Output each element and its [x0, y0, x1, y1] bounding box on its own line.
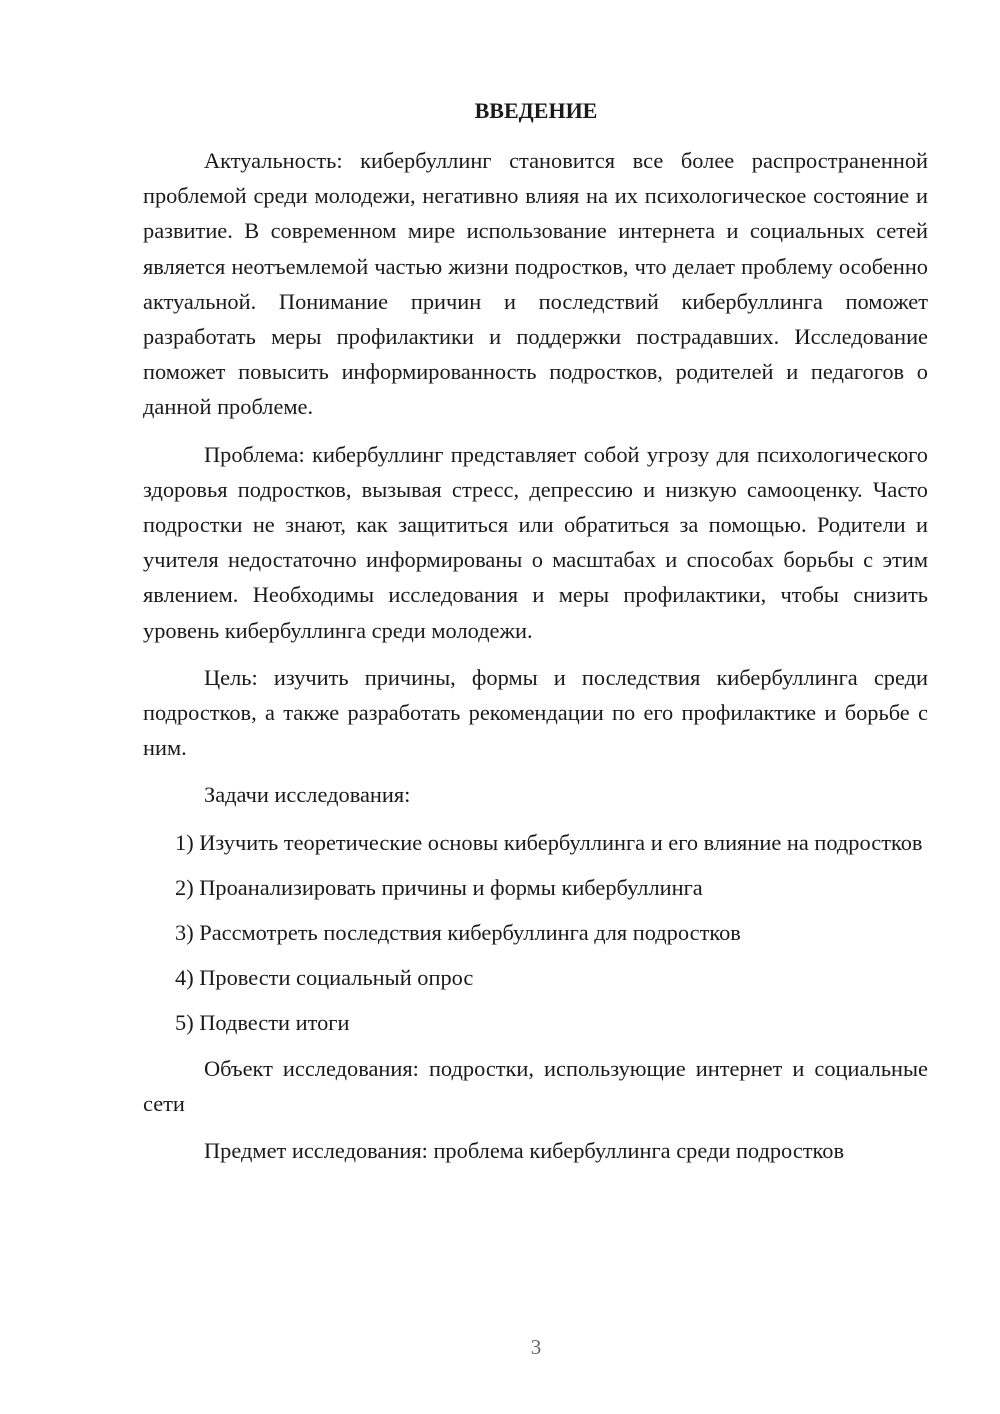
task-item: 3) Рассмотреть последствия кибербуллинга для подростков — [175, 920, 741, 946]
task-item: 2) Проанализировать причины и формы кибербуллинга — [175, 874, 703, 900]
task-item: 1) Изучить теоретические основы кибербуллинга и его влияние на подростков — [175, 829, 923, 855]
paragraph-relevance: Актуальность: кибербуллинг становится все более распространенной проблемой среди молодежи, негативно влияя на их психологическое состояние и развитие. В современном мире использование интернета и социальных сетей является неотъемлемой частью жизни подростков, что делает проблему особенно актуальной. Понимание причин и последствий кибербуллинга поможет разработать меры профилактики и поддержки пострадавших. Исследование поможет повысить информированность подростков, родителей и педагогов о данной проблеме. — [143, 148, 928, 420]
paragraph-problem: Проблема: кибербуллинг представляет собой угрозу для психологического здоровья подростков, вызывая стресс, депрессию и низкую самооценку. Часто подростки не знают, как защититься или обратиться за помощью. Родители и учителя недостаточно информированы о масштабах и способах борьбы с этим явлением. Необходимы исследования и меры профилактики, чтобы снизить уровень кибербуллинга среди молодежи. — [143, 441, 928, 643]
task-item: 4) Провести социальный опрос — [175, 965, 474, 991]
paragraph-goal: Цель: изучить причины, формы и последствия кибербуллинга среди подростков, а также разработать рекомендации по его профилактике и борьбе с ним. — [143, 664, 928, 761]
paragraph-object: Объект исследования: подростки, использующие интернет и социальные сети — [143, 1055, 928, 1116]
paragraph-tasks-heading: Задачи исследования: — [204, 782, 411, 808]
document-body — [143, 143, 928, 1180]
section-title: ВВЕДЕНИЕ — [474, 98, 598, 123]
task-item: 5) Подвести итоги — [175, 1010, 350, 1036]
paragraph-subject: Предмет исследования: проблема кибербуллинга среди подростков — [204, 1138, 845, 1164]
page-number: 3 — [530, 1335, 542, 1359]
